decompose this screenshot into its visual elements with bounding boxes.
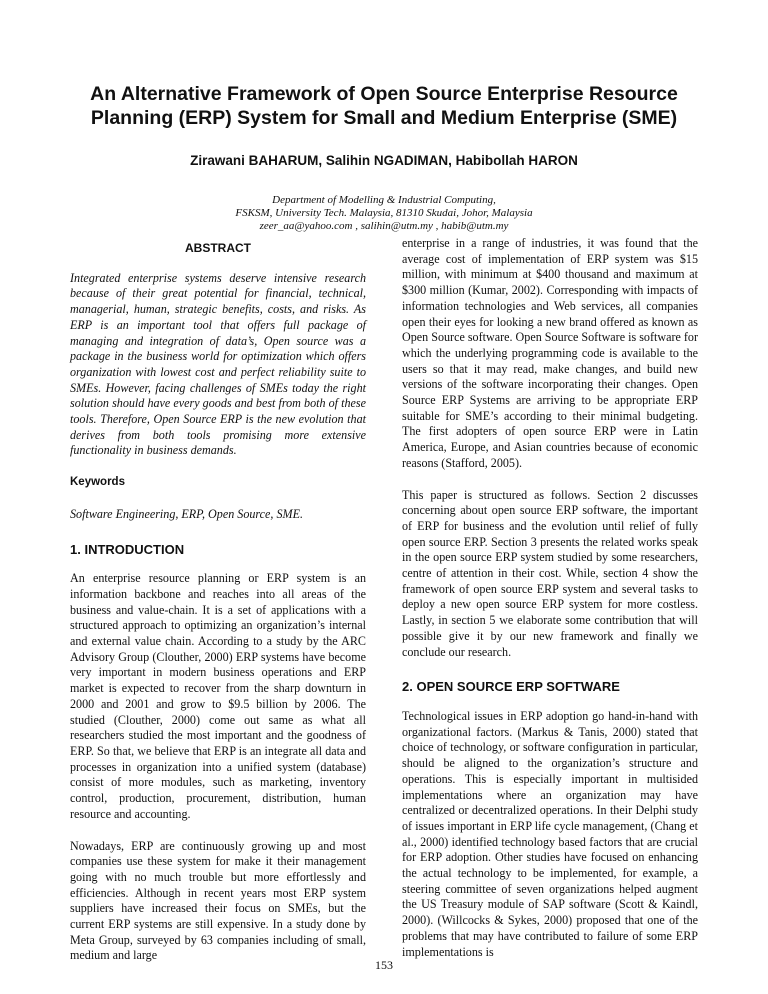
keywords-heading: Keywords xyxy=(70,476,125,489)
author-list: Zirawani BAHARUM, Salihin NGADIMAN, Habibollah HARON xyxy=(190,153,578,168)
affiliation-block xyxy=(60,194,708,233)
right-column xyxy=(402,236,698,976)
title-line-2: Planning (ERP) System for Small and Medium Enterprise (SME) xyxy=(90,107,678,129)
section-2-paragraph-1: Technological issues in ERP adoption go hand-in-hand with organizational factors. (Markus & Tanis, 2000) stated that choice of technology, or software configuration in particular, should be aligned to the organization’s structure and operations. This is especially important in multisided implementations where an organization may have centralized or decentralized operations. In their Delphi study of issues important in ERP life cycle management, (Chang et al., 2000) identified technology based factors that are crucial for ERP adoption. Other studies have focused on enhancing the actual technology to be implemented, for example, a steering committee of seven organizations helped augment the US Treasury module of SAP software (Scott & Kaindl, 2000). (Willcocks & Sykes, 2000) proposed that one of the problems that may have contributed to failure of some ERP implementations is xyxy=(402,708,698,959)
affiliation-emails: zeer_aa@yahoo.com , salihin@utm.my , habib@utm.my xyxy=(259,220,509,232)
introduction-paragraph-2: Nowadays, ERP are continuously growing up and most companies use these system for make it their management going with no much trouble but more effortlessly and efficiencies. Although in recent years most ERP system suppliers have increased their focus on SMEs, but the current ERP systems are still expensive. In a study done by Meta Group, surveyed by 63 companies including of small, medium and large xyxy=(70,838,366,963)
page-number: 153 xyxy=(375,958,393,972)
abstract-heading: ABSTRACT xyxy=(185,241,251,255)
affiliation-department: Department of Modelling & Industrial Computing, xyxy=(272,194,496,206)
title-line-1: An Alternative Framework of Open Source Enterprise Resource xyxy=(90,83,678,105)
introduction-heading: 1. INTRODUCTION xyxy=(70,541,185,557)
introduction-paragraph-1: An enterprise resource planning or ERP system is an information backbone and reaches into all areas of the business and value-chain. It is a set of applications with a structured approach to optimizing an organization’s internal and external value chain. According to a study by the ARC Advisory Group (Clouther, 2000) ERP systems have become very important in modern business operations and ERP market is expected to recover from the sharp downturn in 2000 and 2001 and grow to $9.5 billion by 2006. The studied (Clouther, 2000) come out same as what all researchers studied the most important and the goodness of ERP. So that, we believe that ERP is an integrate all data and processes in organization into a unified system (database) consist of more modules, such as marketing, inventory control, production, procurement, distribution, human resource and accounting. xyxy=(70,571,366,821)
paper-title xyxy=(60,82,708,130)
abstract-text: Integrated enterprise systems deserve intensive research because of their great potential for financial, technical, managerial, human, strategic benefits, costs, and risks. As ERP is an important tool that offers full package of managing and integration of data’s, Open source was a package in the business world for optimization which offers organization with lowest cost and perfect reliability suite to SMEs. However, facing challenges of SMEs today the right solution should have every goods and best from both of these tools. Therefore, Open Source ERP is the new evolution that derives from both tools promising more extensive functionality in business demands. xyxy=(70,270,366,458)
section-2-heading: 2. OPEN SOURCE ERP SOFTWARE xyxy=(402,679,620,695)
keywords-text: Software Engineering, ERP, Open Source, SME. xyxy=(70,506,303,521)
introduction-paragraph-2-continued: enterprise in a range of industries, it was found that the average cost of implementation of ERP system was $15 million, with minimum at $400 thousand and maximum at $300 million (Kumar, 2002). Corresponding with impacts of information technologies and Web services, all companies open their eyes for looking a new brand offered as known as Open Source software. Open Source Software is software for which the underlying programming code is available to the users so that it may read, make changes, and build new versions of the software incorporating their changes. Open Source ERP Systems are arriving to be appropriate ERP suitable for SME’s according to their minimal budgeting. The first adopters of open source ERP were in Latin America, Europe, and Asian countries because of economic reasons (Stafford, 2005). xyxy=(402,236,698,470)
introduction-paragraph-3: This paper is structured as follows. Section 2 discusses concerning about open source ERP software, the important of ERP for business and the evolution until relief of fully open source ERP. Section 3 presents the related works speak in the open source ERP system studied by some researchers, centre of attention in their cost. While, section 4 show the framework of open source ERP system and several tasks to deploy a new open source ERP system for more costless. Lastly, in section 5 we elaborate some contribution that will possible give it by our new framework and finally we conclude our research. xyxy=(402,487,698,659)
affiliation-university: FSKSM, University Tech. Malaysia, 81310 Skudai, Johor, Malaysia xyxy=(235,207,533,219)
left-column xyxy=(70,236,366,980)
